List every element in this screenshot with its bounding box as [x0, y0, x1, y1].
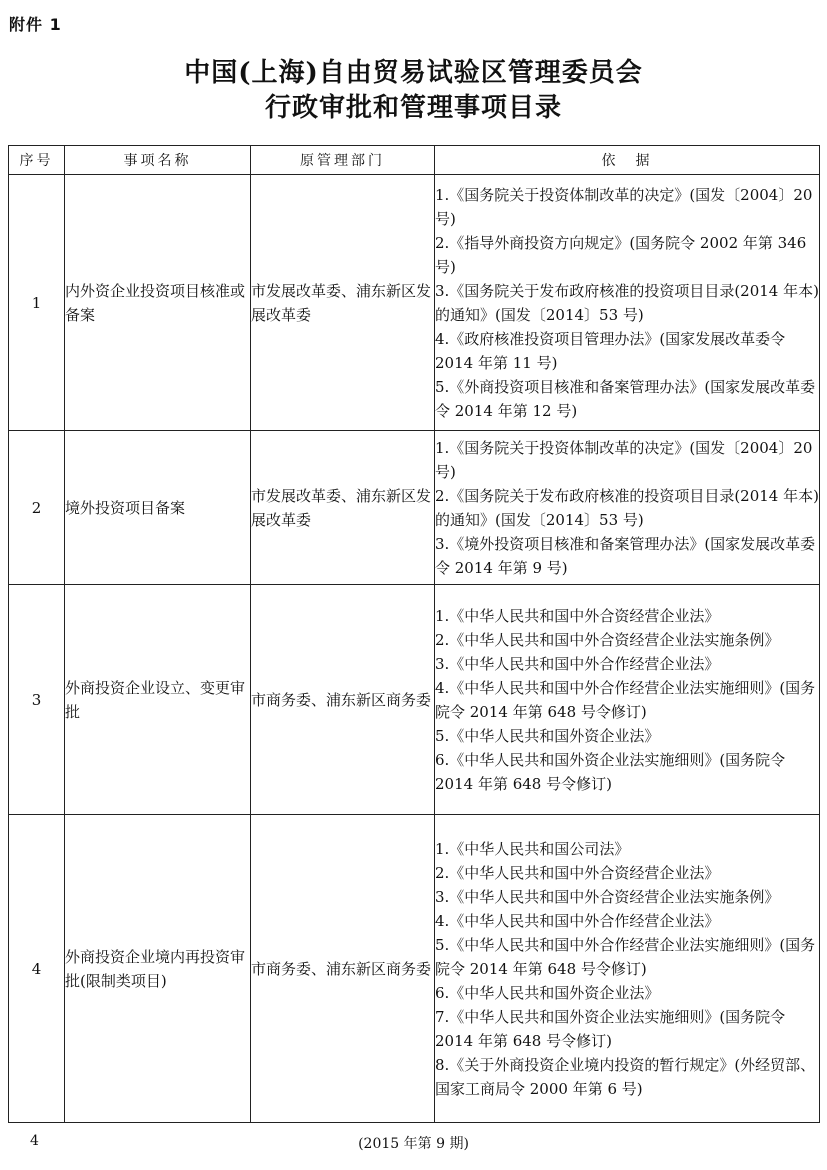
- document-title-line2: 行政审批和管理事项目录: [264, 93, 562, 123]
- basis-entry: 3.《中华人民共和国中外合资经营企业法实施条例》: [435, 887, 780, 906]
- row-number: 1: [9, 175, 65, 431]
- basis-entry: 1.《国务院关于投资体制改革的决定》(国发〔2004〕20 号): [435, 438, 813, 481]
- basis-entry: 3.《国务院关于发布政府核准的投资项目目录(2014 年本)的通知》(国发〔2014〕53 号): [435, 281, 819, 324]
- basis-cell: [435, 585, 820, 815]
- basis-entry: 8.《关于外商投资企业境内投资的暂行规定》(外经贸部、国家工商局令 2000 年第 6 号): [435, 1055, 816, 1098]
- basis-entry: 1.《中华人民共和国中外合资经营企业法》: [435, 606, 720, 625]
- approval-items-table: [8, 145, 820, 1123]
- attachment-label: 附件 1: [9, 15, 62, 34]
- item-name: 外商投资企业设立、变更审批: [65, 585, 251, 815]
- table-row: [9, 815, 820, 1123]
- basis-entry: 2.《指导外商投资方向规定》(国务院令 2002 年第 346 号): [435, 233, 807, 276]
- basis-cell: [435, 431, 820, 585]
- document-title-line1: 中国(上海)自由贸易试验区管理委员会: [184, 58, 643, 88]
- department: 市商务委、浦东新区商务委: [251, 815, 435, 1123]
- table-row: [9, 431, 820, 585]
- row-number: 3: [9, 585, 65, 815]
- table-header-row: [9, 146, 820, 175]
- basis-entry: 4.《中华人民共和国中外合作经营企业法实施细则》(国务院令 2014 年第 648 号令修订): [435, 678, 816, 721]
- row-number: 2: [9, 431, 65, 585]
- basis-cell: [435, 815, 820, 1123]
- header-item-name: 事项名称: [65, 146, 251, 175]
- basis-cell: [435, 175, 820, 431]
- department: 市发展改革委、浦东新区发展改革委: [251, 431, 435, 585]
- header-no: 序号: [9, 146, 65, 175]
- basis-entry: 3.《境外投资项目核准和备案管理办法》(国家发展改革委令 2014 年第 9 号): [435, 534, 816, 577]
- item-name: 外商投资企业境内再投资审批(限制类项目): [65, 815, 251, 1123]
- basis-entry: 7.《中华人民共和国外资企业法实施细则》(国务院令 2014 年第 648 号令修订): [435, 1007, 786, 1050]
- basis-entry: 2.《中华人民共和国中外合资经营企业法》: [435, 863, 720, 882]
- item-name: 境外投资项目备案: [65, 431, 251, 585]
- basis-entry: 3.《中华人民共和国中外合作经营企业法》: [435, 654, 720, 673]
- basis-entry: 4.《中华人民共和国中外合作经营企业法》: [435, 911, 720, 930]
- table-row: [9, 585, 820, 815]
- header-basis: 依 据: [435, 146, 820, 175]
- basis-entry: 5.《中华人民共和国外资企业法》: [435, 726, 660, 745]
- item-name: 内外资企业投资项目核准或备案: [65, 175, 251, 431]
- issue-label: (2015 年第 9 期): [358, 1136, 469, 1152]
- basis-entry: 1.《中华人民共和国公司法》: [435, 839, 630, 858]
- header-department: 原管理部门: [251, 146, 435, 175]
- basis-entry: 2.《中华人民共和国中外合资经营企业法实施条例》: [435, 630, 780, 649]
- basis-entry: 6.《中华人民共和国外资企业法实施细则》(国务院令 2014 年第 648 号令修订): [435, 750, 786, 793]
- basis-entry: 2.《国务院关于发布政府核准的投资项目目录(2014 年本)的通知》(国发〔2014〕53 号): [435, 486, 819, 529]
- basis-entry: 6.《中华人民共和国外资企业法》: [435, 983, 660, 1002]
- page-number: 4: [30, 1133, 39, 1149]
- department: 市发展改革委、浦东新区发展改革委: [251, 175, 435, 431]
- department: 市商务委、浦东新区商务委: [251, 585, 435, 815]
- basis-entry: 1.《国务院关于投资体制改革的决定》(国发〔2004〕20 号): [435, 185, 813, 228]
- table-row: [9, 175, 820, 431]
- basis-entry: 5.《外商投资项目核准和备案管理办法》(国家发展改革委令 2014 年第 12 号): [435, 377, 816, 420]
- basis-entry: 5.《中华人民共和国中外合作经营企业法实施细则》(国务院令 2014 年第 648 号令修订): [435, 935, 816, 978]
- basis-entry: 4.《政府核准投资项目管理办法》(国家发展改革委令 2014 年第 11 号): [435, 329, 786, 372]
- row-number: 4: [9, 815, 65, 1123]
